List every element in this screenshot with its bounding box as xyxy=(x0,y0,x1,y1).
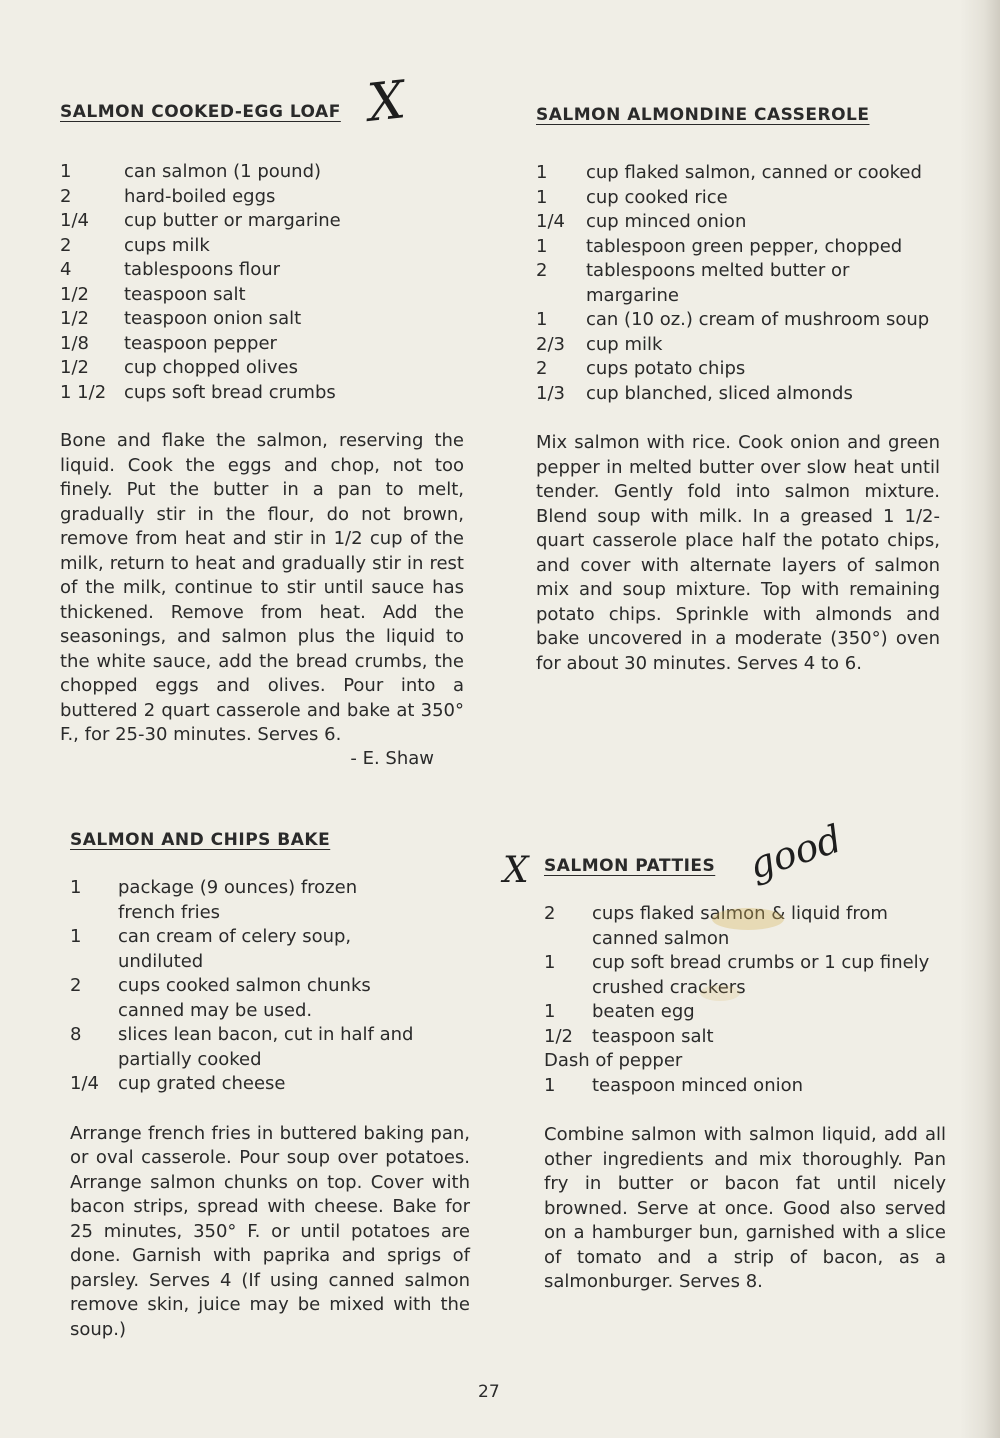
ingredient-qty: 1 xyxy=(536,162,548,183)
ingredient-qty: 2 xyxy=(536,260,548,281)
recipe-title: SALMON COOKED-EGG LOAF xyxy=(60,102,341,122)
ingredient-text: Dash of pepper xyxy=(544,1050,683,1071)
ingredient-row xyxy=(544,1049,946,1074)
recipe-title: SALMON AND CHIPS BAKE xyxy=(70,830,331,850)
handwritten-x-mark: X xyxy=(503,850,529,891)
ingredient-text: tablespoons flour xyxy=(124,259,281,280)
ingredient-row xyxy=(60,283,464,308)
ingredient-text: can (10 oz.) cream of mushroom soup xyxy=(586,309,930,330)
ingredient-qty: 1/2 xyxy=(60,357,89,378)
ingredient-qty: 1/4 xyxy=(70,1073,99,1094)
ingredient-text: beaten egg xyxy=(592,1001,695,1022)
ingredient-qty: 1 xyxy=(544,952,556,973)
ingredient-qty: 2 xyxy=(60,234,72,256)
directions: Mix salmon with rice. Cook onion and green pepper in melted butter over slow heat until tender. Gently fold into salmon mixture. Blend soup with milk. In a greased 1 1/2-quart casserole place half the potato chips, and cover with alternate layers of salmon mix and soup mixture. Top with remaining potato chips. Sprinkle with almonds and bake uncovered in a moderate (350°) oven for about 30 minutes. Serves 4 to 6. xyxy=(536,432,940,674)
ingredient-row xyxy=(536,382,940,407)
ingredient-text: cup butter or margarine xyxy=(124,210,341,231)
ingredient-qty: 1 xyxy=(70,926,82,947)
ingredient-qty: 8 xyxy=(70,1024,82,1045)
ingredient-text: cups soft bread crumbs xyxy=(124,381,336,403)
ingredient-qty: 2 xyxy=(60,185,72,207)
ingredient-row xyxy=(60,234,464,259)
ingredient-qty: 1/2 xyxy=(60,308,89,329)
ingredient-text: cups milk xyxy=(124,234,210,256)
ingredient-text: cups cooked salmon chunks canned may be used. xyxy=(118,975,371,1021)
ingredient-qty: 1/4 xyxy=(536,211,565,232)
ingredient-qty: 1/2 xyxy=(60,283,89,305)
ingredient-row xyxy=(60,185,464,210)
ingredient-text: cup grated cheese xyxy=(118,1073,286,1094)
ingredient-row xyxy=(536,186,940,211)
ingredient-text: cup chopped olives xyxy=(124,357,298,378)
ingredient-list xyxy=(536,161,940,406)
ingredient-qty: 2 xyxy=(536,358,548,379)
ingredient-qty: 1 xyxy=(544,1074,556,1096)
ingredient-qty: 1 xyxy=(536,235,548,257)
ingredient-qty: 1/4 xyxy=(60,210,89,231)
ingredient-row xyxy=(544,1000,946,1025)
ingredient-qty: 2 xyxy=(544,903,556,924)
ingredient-text: cup blanched, sliced almonds xyxy=(586,382,853,404)
directions: Combine salmon with salmon liquid, add all other ingredients and mix thoroughly. Pan fry in butter or bacon fat until nicely browned. Serve at once. Good also served on a hamburger bun, garnished with a slice of tomato and a strip of bacon, as a salmonburger. Serves 8. xyxy=(544,1124,946,1292)
ingredient-text: teaspoon salt xyxy=(124,283,246,305)
ingredient-qty: 1 xyxy=(60,161,72,182)
ingredient-text: cup flaked salmon, canned or cooked xyxy=(586,162,922,183)
ingredient-row xyxy=(60,381,464,406)
recipe-salmon-almondine-casserole xyxy=(536,105,940,676)
ingredient-text: cup milk xyxy=(586,333,663,355)
ingredient-qty: 2/3 xyxy=(536,333,565,355)
ingredient-row xyxy=(70,876,470,925)
ingredient-text: cup soft bread crumbs or 1 cup finely crushed crackers xyxy=(592,952,930,998)
ingredient-row xyxy=(60,332,464,357)
ingredient-qty: 2 xyxy=(70,975,82,996)
ingredient-text: can cream of celery soup, undiluted xyxy=(118,926,352,972)
ingredient-qty: 1/8 xyxy=(60,332,89,354)
ingredient-qty: 1 xyxy=(536,309,548,330)
ingredient-list xyxy=(544,902,946,1098)
ingredient-row xyxy=(536,235,940,260)
ingredient-text: package (9 ounces) frozen french fries xyxy=(118,877,358,923)
ingredient-row xyxy=(536,308,940,333)
ingredient-row xyxy=(544,1025,946,1050)
ingredient-list xyxy=(70,876,470,1097)
ingredient-qty: 1/3 xyxy=(536,382,565,404)
ingredient-qty: 4 xyxy=(60,259,72,280)
ingredient-list xyxy=(60,160,464,405)
ingredient-text: cups potato chips xyxy=(586,358,746,379)
ingredient-text: tablespoons melted butter or margarine xyxy=(586,260,850,306)
ingredient-row xyxy=(60,307,464,332)
ingredient-row xyxy=(70,974,470,1023)
directions: Bone and flake the salmon, reserving the liquid. Cook the eggs and chop, not too finely. Put the butter in a pan to melt, gradually stir in the flour, do not brown, remove from heat and stir in 1/2 cup of the milk, return to heat and gradually stir in rest of the milk, continue to stir until sauce has thickened. Remove from heat. Add the seasonings, and salmon plus the liquid to the white sauce, add the bread crumbs, the chopped eggs and olives. Pour into a buttered 2 quart casserole and bake at 350° F., for 25-30 minutes. Serves 6. xyxy=(60,430,464,745)
page-edge-shadow xyxy=(960,0,1000,1438)
ingredient-text: tablespoon green pepper, chopped xyxy=(586,235,903,257)
ingredient-row xyxy=(536,357,940,382)
ingredient-text: teaspoon minced onion xyxy=(592,1074,804,1096)
ingredient-text: teaspoon salt xyxy=(592,1025,714,1047)
ingredient-qty: 1/2 xyxy=(544,1025,573,1047)
grease-stain xyxy=(712,908,784,930)
ingredient-text: teaspoon pepper xyxy=(124,332,277,354)
handwritten-x-mark: X xyxy=(364,70,409,134)
ingredient-text: cup minced onion xyxy=(586,211,747,232)
ingredient-text: can salmon (1 pound) xyxy=(124,161,322,182)
recipe-salmon-and-chips-bake xyxy=(70,830,470,1342)
ingredient-row xyxy=(536,333,940,358)
page-number: 27 xyxy=(478,1382,500,1402)
ingredient-row xyxy=(70,925,470,974)
handwritten-note: good xyxy=(743,816,847,888)
recipe-salmon-cooked-egg-loaf xyxy=(60,102,464,769)
ingredient-row xyxy=(536,210,940,235)
ingredient-row xyxy=(60,258,464,283)
ingredient-qty: 1 xyxy=(544,1001,556,1022)
signature: - E. Shaw xyxy=(350,747,434,769)
ingredient-row xyxy=(60,160,464,185)
recipe-title: SALMON PATTIES xyxy=(544,856,716,876)
ingredient-text: cups flaked salmon & liquid from canned salmon xyxy=(592,903,888,949)
ingredient-qty: 1 xyxy=(70,877,82,898)
ingredient-qty: 1 xyxy=(536,186,548,208)
ingredient-row xyxy=(70,1072,470,1097)
ingredient-qty: 1 1/2 xyxy=(60,381,107,403)
grease-stain xyxy=(700,985,740,1001)
ingredient-row xyxy=(60,209,464,234)
ingredient-row xyxy=(536,161,940,186)
ingredient-text: cup cooked rice xyxy=(586,186,728,208)
ingredient-text: hard-boiled eggs xyxy=(124,185,276,207)
ingredient-row xyxy=(544,951,946,1000)
recipe-title: SALMON ALMONDINE CASSEROLE xyxy=(536,105,870,125)
ingredient-text: teaspoon onion salt xyxy=(124,308,302,329)
ingredient-text: slices lean bacon, cut in half and partially cooked xyxy=(118,1024,414,1070)
ingredient-row xyxy=(544,1074,946,1099)
ingredient-row xyxy=(70,1023,470,1072)
ingredient-row xyxy=(536,259,940,308)
directions: Arrange french fries in buttered baking pan, or oval casserole. Pour soup over potatoes. Arrange salmon chunks on top. Cover with bacon strips, spread with cheese. Bake for 25 minutes, 350° F. or until potatoes are done. Garnish with paprika and sprigs of parsley. Serves 4 (If using canned salmon remove skin, juice may be mixed with the soup.) xyxy=(70,1122,470,1340)
ingredient-row xyxy=(60,356,464,381)
